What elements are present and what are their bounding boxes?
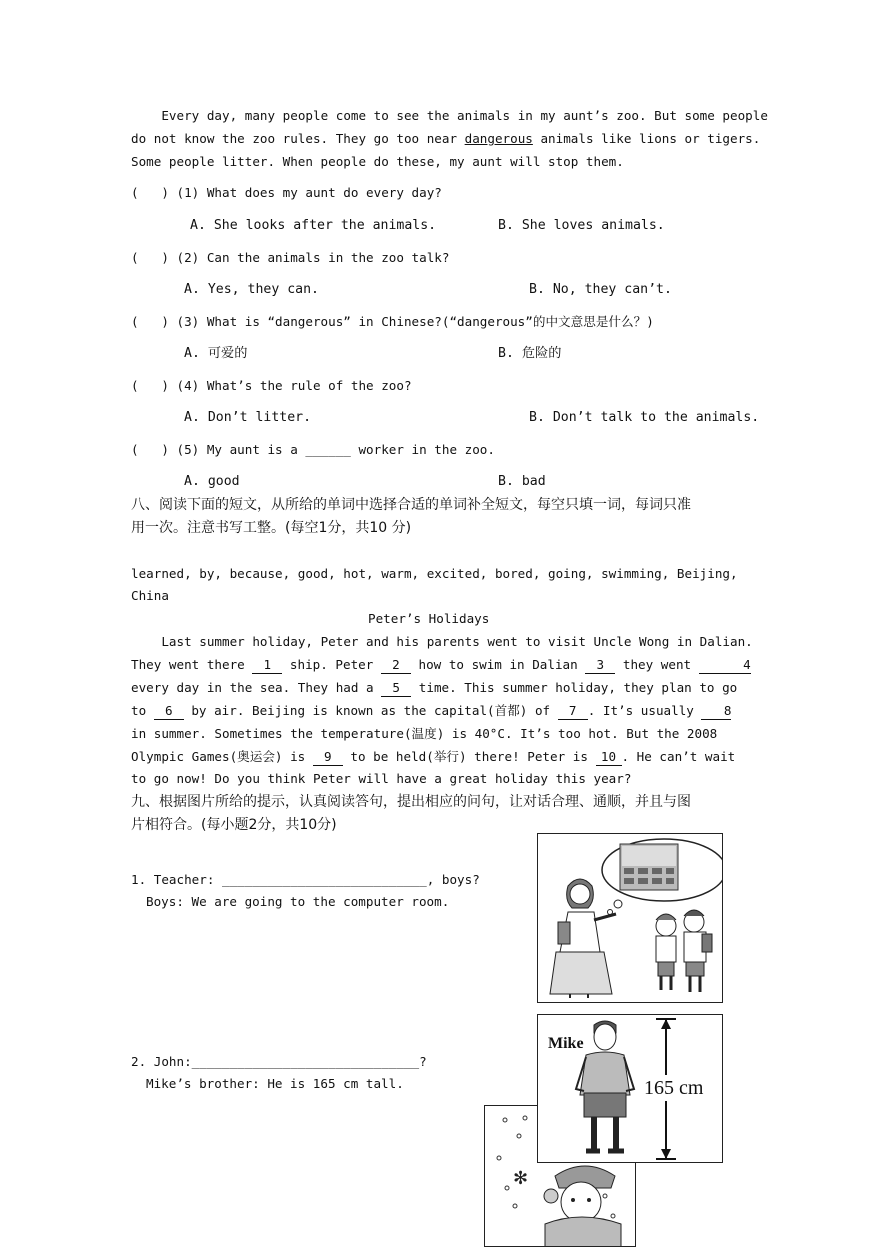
passage-line-3: Some people litter. When people do these, my aunt will stop them. [131,154,624,169]
dialog2-answer: Mike’s brother: He is 165 cm tall. [146,1076,404,1091]
story-line-1: Last summer holiday, Peter and his parents went to visit Uncle Wong in Dalian. [161,634,753,649]
blank-10[interactable]: 10 [596,749,622,766]
option-4a: A. Don’t litter. [184,410,312,425]
section8-heading-line1: 八、阅读下面的短文，从所给的单词中选择合适的单词补全短文，每空只填一词，每词只准 [131,497,691,513]
blank-3[interactable]: 3 [585,657,615,674]
question-3: ( ) (3) What is “dangerous” in Chinese?(“dangerous”的中文意思是什么？) [131,314,654,329]
passage-line-1: Every day, many people come to see the animals in my aunt’s zoo. But some people [161,108,768,123]
dialog2-question: 2. John:______________________________? [131,1054,427,1069]
option-3a: A. 可爱的 [184,346,248,361]
dialog1-question: 1. Teacher: ___________________________, boys? [131,872,480,887]
story-line-3: every day in the sea. They had a 5 time. This summer holiday, they plan to go [131,680,738,695]
dialog1-answer: Boys: We are going to the computer room. [146,894,450,909]
question-4: ( ) (4) What’s the rule of the zoo? [131,378,412,393]
section9-heading-line2: 片相符合。(每小题2分，共10分) [131,817,337,833]
blank-5[interactable]: 5 [381,680,411,697]
option-2b: B. No, they can’t. [529,282,672,297]
height-label: 165 cm [644,1077,704,1099]
blank-6[interactable]: 6 [154,703,184,720]
story-title: Peter’s Holidays [368,611,490,626]
section8-heading-line2: 用一次。注意书写工整。(每空1分，共10 分) [131,520,412,536]
teacher-boys-picture [537,833,723,1003]
mike-height-picture [537,1014,723,1163]
option-3b: B. 危险的 [498,346,562,361]
blank-8[interactable]: 8 [701,703,731,720]
blank-1[interactable]: 1 [252,657,282,674]
option-5a: A. good [184,474,240,489]
passage-line-2: do not know the zoo rules. They go too near dangerous animals like lions or tigers. [131,131,761,146]
story-line-6: Olympic Games(奥运会) is 9 to be held(举行) there! Peter is 10 . He can’t wait [131,749,736,764]
option-4b: B. Don’t talk to the animals. [529,410,760,425]
word-bank-line2: China [131,588,169,603]
story-line-4: to 6 by air. Beijing is known as the capital(首都) of 7 . It’s usually 8 [131,703,732,718]
option-1a: A. She looks after the animals. [190,218,437,233]
blank-7[interactable]: 7 [558,703,588,720]
blank-2[interactable]: 2 [381,657,411,674]
question-5: ( ) (5) My aunt is a ______ worker in the zoo. [131,442,495,457]
question-2: ( ) (2) Can the animals in the zoo talk? [131,250,450,265]
section9-heading-line1: 九、根据图片所给的提示，认真阅读答句，提出相应的问句，让对话合理、通顺，并且与图 [131,794,691,810]
story-line-7: to go now! Do you think Peter will have a great holiday this year? [131,771,632,786]
option-5b: B. bad [498,474,546,489]
question-1: ( ) (1) What does my aunt do every day? [131,185,442,200]
option-2a: A. Yes, they can. [184,282,319,297]
word-bank-line1: learned, by, because, good, hot, warm, excited, bored, going, swimming, Beijing, [131,566,738,581]
blank-9[interactable]: 9 [313,749,343,766]
svg-text:✻: ✻ [513,1168,529,1189]
option-1b: B. She loves animals. [498,218,665,233]
mike-label: Mike [548,1035,584,1052]
story-line-5: in summer. Sometimes the temperature(温度) is 40°C. It’s too hot. But the 2008 [131,726,718,741]
blank-4[interactable]: 4 [699,657,751,674]
story-line-2: They went there 1 ship. Peter 2 how to swim in Dalian 3 they went 4 [131,657,751,672]
underlined-word: dangerous [464,131,533,146]
